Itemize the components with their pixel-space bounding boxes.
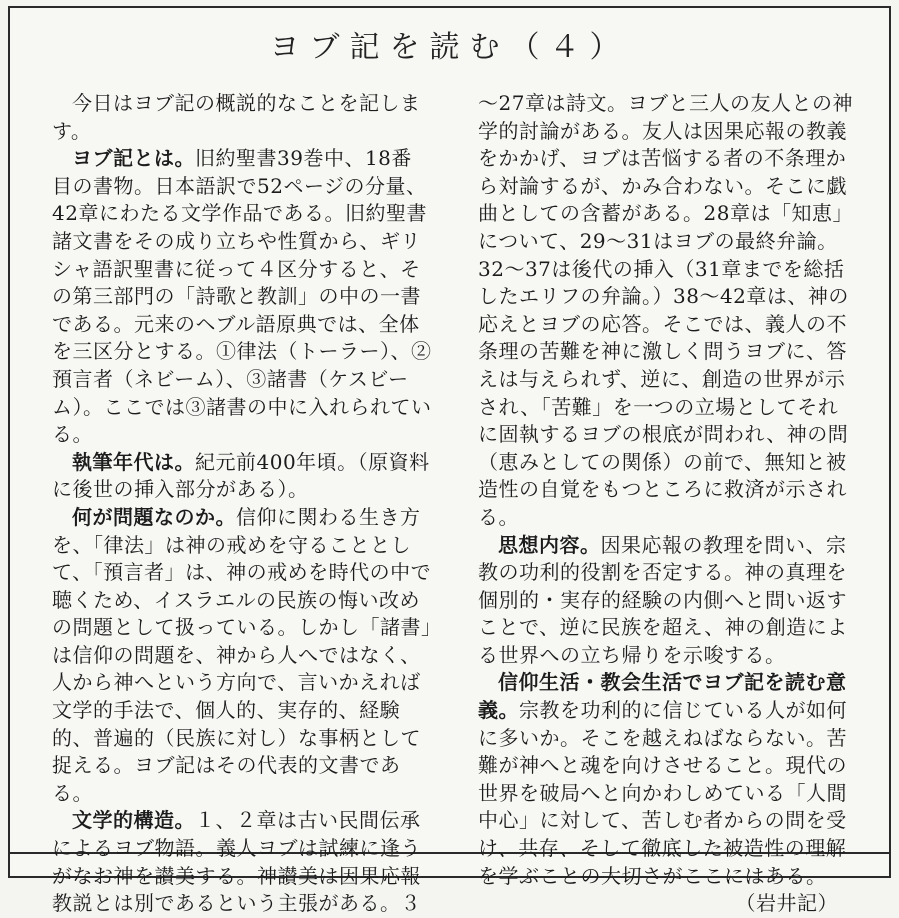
heading-about-job: ヨブ記とは。 — [72, 146, 195, 171]
heading-date: 執筆年代は。 — [72, 449, 195, 474]
article-title: ヨブ記を読む（４） — [269, 30, 630, 65]
text-thought: 因果応報の教理を問い、宗教の功利的役割を否定する。神の真理を個別的・実存的経験の内側へと問い返すことで、逆に民族を超え、神の創造による世界への立ち帰りを示唆する。 — [478, 532, 848, 667]
structure-continued: 〜27章は詩文。ヨブと三人の友人との神学的討論がある。友人は因果応報の教義をかかげ、ヨブは苦悩する者の不条理から対論するが、かみ合わない。そこに戯曲としての含蓄がある。28章は「知恵」について、29〜31はヨブの最終弁論。32〜37は後代の挿入（31章までを総括したエリフの弁論。）38〜42章は、神の応えとヨブの応答。そこでは、義人の不条理の苦難を神に激しく問うヨブに、答えは与えられず、逆に、創造の世界が示され、「苦難」を一つの立場としてそれに固執するヨブの根底が問われ、神の問（恵みとしての関係）の前で、無知と被造性の自覚をもつところに救済が示される。 — [478, 91, 853, 529]
heading-significance: 信仰生活・教会生活でヨブ記を読む意義。 — [478, 670, 847, 723]
heading-problem: 何が問題なのか。 — [72, 504, 236, 529]
intro-paragraph: 今日はヨブ記の概説的なことを記します。 — [52, 91, 421, 143]
text-problem: 信仰に関わる生き方を、「律法」は神の戒めを守ることとして、「預言者」は、神の戒めを時代の中で聴くため、イスラエルの民族の悔い改めの問題として扱っている。しかし「諸書」は信仰の問題を、神から人へではなく、人から神へという方向で、言いかえれば文学的手法で、個人的、実存的、経験的、普遍的（民族に対し）な事柄として捉える。ヨブ記はその代表的文書である。 — [52, 504, 432, 805]
text-about-job: 旧約聖書39巻中、18番目の書物。日本語訳で52ページの分量、42章にわたる文学作品である。旧約聖書諸文書をその成り立ちや性質から、ギリシャ語訳聖書に従って４区分すると、その第三部門の「詩歌と教訓」の中の一書である。元来のヘブル語原典では、全体を三区分とする。①律法（トーラー）、②預言者（ネビーム）、③諸書（ケスビーム）。ここでは③諸書の中に入れられている。 — [52, 146, 432, 447]
text-date: 紀元前400年頃。（原資料に後世の挿入部分がある）。 — [52, 449, 430, 502]
paragraph-significance — [478, 669, 858, 890]
paragraph-problem — [52, 504, 432, 808]
right-column — [478, 90, 858, 918]
author-signature: （岩井記） — [735, 891, 838, 916]
paragraph-about-job — [52, 145, 432, 449]
left-column — [52, 90, 432, 918]
text-significance: 宗教を功利的に信じている人が如何に多いか。そこを越えねばならない。苦難が神へと魂を向けさせること。現代の世界を破局へと向かわしめている「人間中心」に対して、苦しむ者からの問を受け、共存、そして徹底した被造性の理解を学ぶことの大切さがここにはある。 — [478, 698, 847, 888]
paragraph-structure — [52, 807, 432, 917]
paragraph-date — [52, 449, 432, 504]
text-structure: １、２章は古い民間伝承によるヨブ物語。義人ヨブは試練に逢うがなお神を讃美する。神讃美は因果応報教説とは別であるという主張がある。３ — [52, 808, 421, 916]
paragraph-thought — [478, 532, 858, 670]
heading-structure: 文学的構造。 — [72, 808, 195, 833]
heading-thought: 思想内容。 — [498, 532, 601, 557]
